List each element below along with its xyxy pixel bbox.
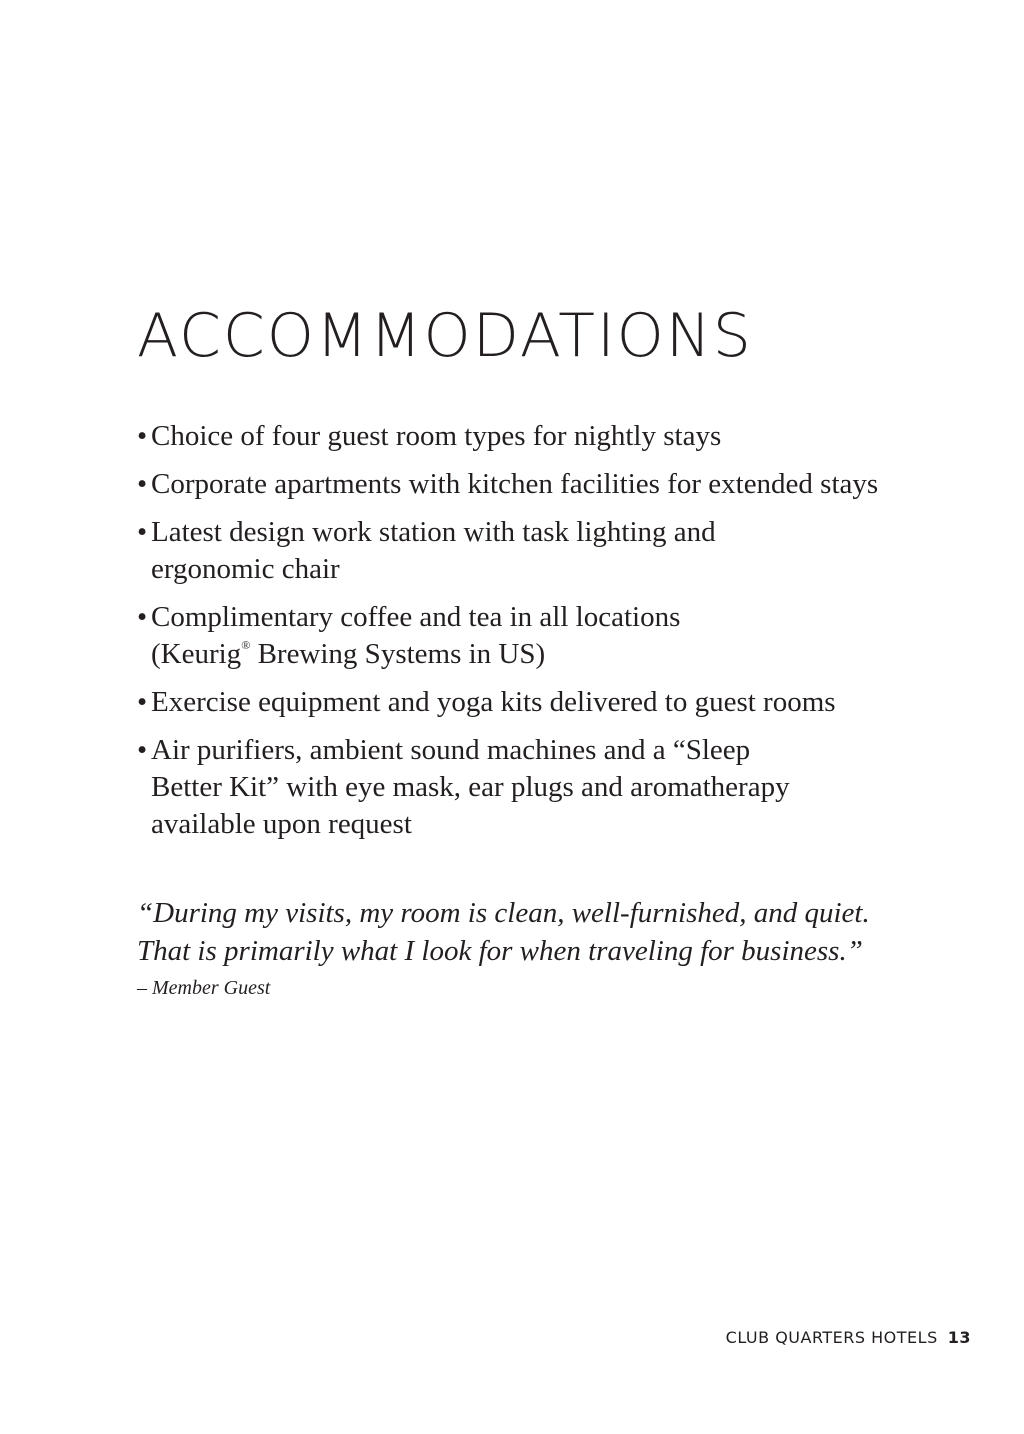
list-item-text: Exercise equipment and yoga kits delivered to guest rooms <box>151 686 836 718</box>
page-footer <box>726 1328 971 1347</box>
list-item <box>137 514 937 588</box>
quote-text: That is primarily what I look for when traveling for business.” <box>137 935 863 967</box>
list-item <box>137 466 937 503</box>
list-item-text: Latest design work station with task lighting and <box>151 516 716 548</box>
list-item-text: Corporate apartments with kitchen facilities for extended stays <box>151 468 879 500</box>
registered-mark: ® <box>241 638 251 652</box>
list-item-text: Air purifiers, ambient sound machines and a “Sleep <box>151 734 751 766</box>
bullet-icon: • <box>137 516 148 548</box>
list-item <box>137 418 937 455</box>
page-title: ACCOMMODATIONS <box>137 301 753 371</box>
list-item-text: Complimentary coffee and tea in all locations <box>151 601 681 633</box>
brewing-systems-text: Brewing Systems in US) <box>250 638 546 670</box>
quote-attribution: – Member Guest <box>137 977 271 999</box>
list-item <box>137 732 937 843</box>
list-item-text: ergonomic chair <box>151 553 340 585</box>
quote-text: “During my visits, my room is clean, well-furnished, and quiet. <box>137 897 870 929</box>
bullet-icon: • <box>137 686 148 718</box>
testimonial-quote <box>137 894 917 1002</box>
amenities-list <box>137 418 937 854</box>
list-item-text: available upon request <box>151 808 412 840</box>
list-item <box>137 599 937 673</box>
list-item <box>137 684 937 721</box>
keurig-text: (Keurig <box>151 638 242 670</box>
bullet-icon: • <box>137 601 148 633</box>
list-item-text <box>151 636 937 673</box>
list-item-text: Better Kit” with eye mask, ear plugs and aromatherapy <box>151 771 790 803</box>
page-number: 13 <box>947 1328 971 1347</box>
bullet-icon: • <box>137 420 148 452</box>
bullet-icon: • <box>137 734 148 766</box>
list-item-text: Choice of four guest room types for nightly stays <box>151 420 722 452</box>
bullet-icon: • <box>137 468 148 500</box>
footer-brand: CLUB QUARTERS HOTELS <box>725 1328 938 1347</box>
